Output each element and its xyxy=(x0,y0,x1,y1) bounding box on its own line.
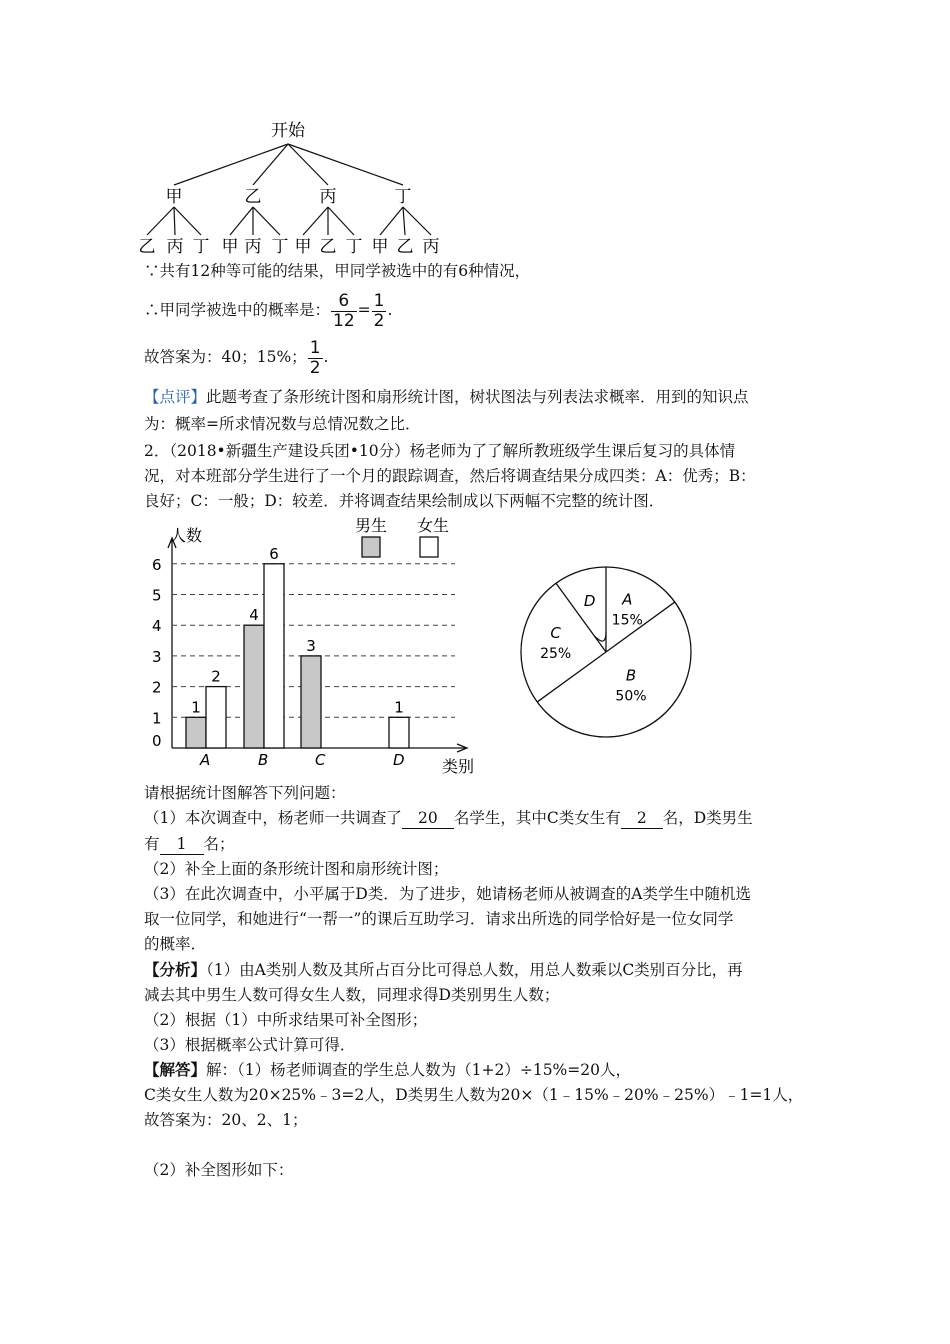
answer-blank-d-male: 1 xyxy=(160,834,204,855)
solution-line-2: C类女生人数为20×25%﹣3=2人，D类男生人数为20×（1﹣15%﹣20%﹣25%）﹣1=1人， xyxy=(144,1086,804,1104)
answer-blank-total: 20 xyxy=(402,808,454,829)
problem-line-1: 2．（2018•新疆生产建设兵团•10分）杨老师为了了解所教班级学生课后复习的具体情 xyxy=(144,442,736,460)
y-tick-label: 2 xyxy=(152,678,162,697)
x-tick-label: C xyxy=(315,751,326,769)
tree-leaf: 丙 xyxy=(166,237,184,257)
bar-value-label: 3 xyxy=(306,636,316,655)
y-tick-label: 1 xyxy=(152,709,162,728)
tree-leaf: 丙 xyxy=(422,237,440,257)
tree-diagram xyxy=(100,110,480,260)
tree-leaf: 甲 xyxy=(294,237,312,257)
x-tick-label: B xyxy=(258,751,269,769)
legend-female-label: 女生 xyxy=(417,516,450,535)
bar-female xyxy=(389,717,409,748)
therefore-prefix: ∴甲同学被选中的概率是： xyxy=(144,301,331,319)
answer-line xyxy=(144,337,328,378)
x-tick-label: D xyxy=(393,751,405,769)
legend-male-label: 男生 xyxy=(355,516,388,535)
solution-text: 解：（1）杨老师调查的学生总人数为（1+2）÷15%=20人， xyxy=(206,1061,631,1079)
q1-text: 名，D类男生 xyxy=(662,809,753,827)
y-axis-label: 人数 xyxy=(170,526,203,545)
problem-line-3: 良好；C：一般；D：较差．并将调查结果绘制成以下两幅不完整的统计图． xyxy=(144,492,665,510)
analysis-line-2: 减去其中男生人数可得女生人数，同理求得D类别男生人数； xyxy=(144,986,560,1004)
question-3-line-3: 的概率． xyxy=(144,935,207,953)
fraction-numerator: 1 xyxy=(309,337,321,358)
y-tick-label: 6 xyxy=(152,555,162,574)
fraction-1-2 xyxy=(372,292,387,331)
answer-prefix: 故答案为：40；15%； xyxy=(144,348,307,366)
y-tick-label: 0 xyxy=(152,732,162,750)
legend-male-swatch xyxy=(362,537,380,557)
tree-branch: 乙 xyxy=(244,187,262,207)
question-3-line-2: 取一位同学，和她进行“一帮一”的课后互助学习．请求出所选的同学恰好是一位女同学 xyxy=(144,910,734,928)
comment-line-1 xyxy=(144,387,749,407)
equals-sign: = xyxy=(357,301,371,319)
bar-value-label: 2 xyxy=(211,667,221,686)
tree-root: 开始 xyxy=(271,121,305,141)
bar-value-label: 4 xyxy=(249,606,259,625)
period: . xyxy=(387,301,393,319)
pie-slice-percent: 50% xyxy=(615,688,647,705)
tree-leaf: 丁 xyxy=(345,237,363,257)
bar-value-label: 6 xyxy=(269,544,279,563)
pie-slice-label: C xyxy=(550,624,561,643)
q1-text: 名； xyxy=(203,835,235,853)
analysis-line-1 xyxy=(144,960,743,980)
answer-fraction xyxy=(308,339,323,378)
legend-female-swatch xyxy=(420,537,438,557)
y-tick-label: 4 xyxy=(152,617,162,636)
analysis-line-3: （2）根据（1）中所求结果可补全图形； xyxy=(144,1011,428,1029)
tree-leaf: 甲 xyxy=(371,237,389,257)
bar-male xyxy=(301,656,321,748)
solution-tag: 【解答】 xyxy=(144,1061,207,1079)
solution-line-1 xyxy=(144,1060,631,1080)
y-tick-label: 3 xyxy=(152,647,162,666)
fraction-numerator: 1 xyxy=(373,290,385,311)
fraction-6-12 xyxy=(331,292,357,331)
tree-branch: 甲 xyxy=(165,187,183,207)
bar-male xyxy=(244,625,264,748)
solution-line-3: 故答案为：20、2、1； xyxy=(144,1111,308,1129)
fraction-denominator: 2 xyxy=(309,357,321,378)
bar-chart xyxy=(140,510,490,775)
probability-line xyxy=(144,290,392,331)
tree-branch: 丙 xyxy=(319,187,337,207)
tree-leaf: 丁 xyxy=(271,237,289,257)
analysis-tag: 【分析】 xyxy=(144,961,207,979)
q1-text: 名学生，其中C类女生有 xyxy=(453,809,621,827)
tree-leaf: 丙 xyxy=(244,237,262,257)
question-1-line-2 xyxy=(144,834,235,855)
tree-leaf: 乙 xyxy=(319,237,337,257)
tree-leaf: 丁 xyxy=(192,237,210,257)
pie-slice-percent: 25% xyxy=(540,646,572,663)
bar-male xyxy=(186,717,206,748)
pie-slice-label: A xyxy=(622,590,633,609)
period: . xyxy=(323,348,329,366)
tree-leaf: 乙 xyxy=(396,237,414,257)
answer-blank-c-female: 2 xyxy=(621,808,663,829)
because-line: ∵共有12种等可能的结果，甲同学被选中的有6种情况， xyxy=(144,262,531,280)
tree-branch: 丁 xyxy=(394,187,412,207)
x-axis-label: 类别 xyxy=(442,757,475,775)
analysis-line-4: （3）根据概率公式计算可得． xyxy=(144,1036,356,1054)
pie-slice-label: B xyxy=(625,666,637,685)
analysis-text: （1）由A类别人数及其所占百分比可得总人数，用总人数乘以C类别百分比，再 xyxy=(206,961,743,979)
problem-line-2: 况，对本班部分学生进行了一个月的跟踪调查，然后将调查结果分成四类：A：优秀；B： xyxy=(144,467,756,485)
comment-text: 此题考查了条形统计图和扇形统计图，树状图法与列表法求概率．用到的知识点 xyxy=(206,388,749,406)
fraction-denominator: 2 xyxy=(373,310,385,331)
question-1-line-1 xyxy=(144,808,753,829)
solution-line-4: （2）补全图形如下： xyxy=(144,1161,294,1179)
bar-female xyxy=(206,687,226,748)
pie-slice-percent: 15% xyxy=(611,612,643,629)
bar-value-label: 1 xyxy=(394,698,404,717)
bar-value-label: 1 xyxy=(191,698,201,717)
question-2: （2）补全上面的条形统计图和扇形统计图； xyxy=(144,860,449,878)
pie-chart xyxy=(515,560,705,750)
questions-intro: 请根据统计图解答下列问题： xyxy=(144,784,346,802)
pie-slice-label: D xyxy=(583,591,596,610)
q1-text: （1）本次调查中，杨老师一共调查了 xyxy=(144,809,402,827)
x-tick-label: A xyxy=(200,751,211,769)
question-3-line-1: （3）在此次调查中，小平属于D类．为了进步，她请杨老师从被调查的A类学生中随机选 xyxy=(144,885,751,903)
fraction-denominator: 12 xyxy=(333,310,355,331)
fraction-numerator: 6 xyxy=(331,292,357,312)
comment-tag: 【点评】 xyxy=(144,388,207,406)
y-tick-label: 5 xyxy=(152,586,162,605)
q1-text: 有 xyxy=(144,835,160,853)
tree-leaf: 乙 xyxy=(138,237,156,257)
tree-leaf: 甲 xyxy=(221,237,239,257)
bar-female xyxy=(264,564,284,748)
comment-line-2: 为：概率=所求情况数与总情况数之比． xyxy=(144,415,421,433)
